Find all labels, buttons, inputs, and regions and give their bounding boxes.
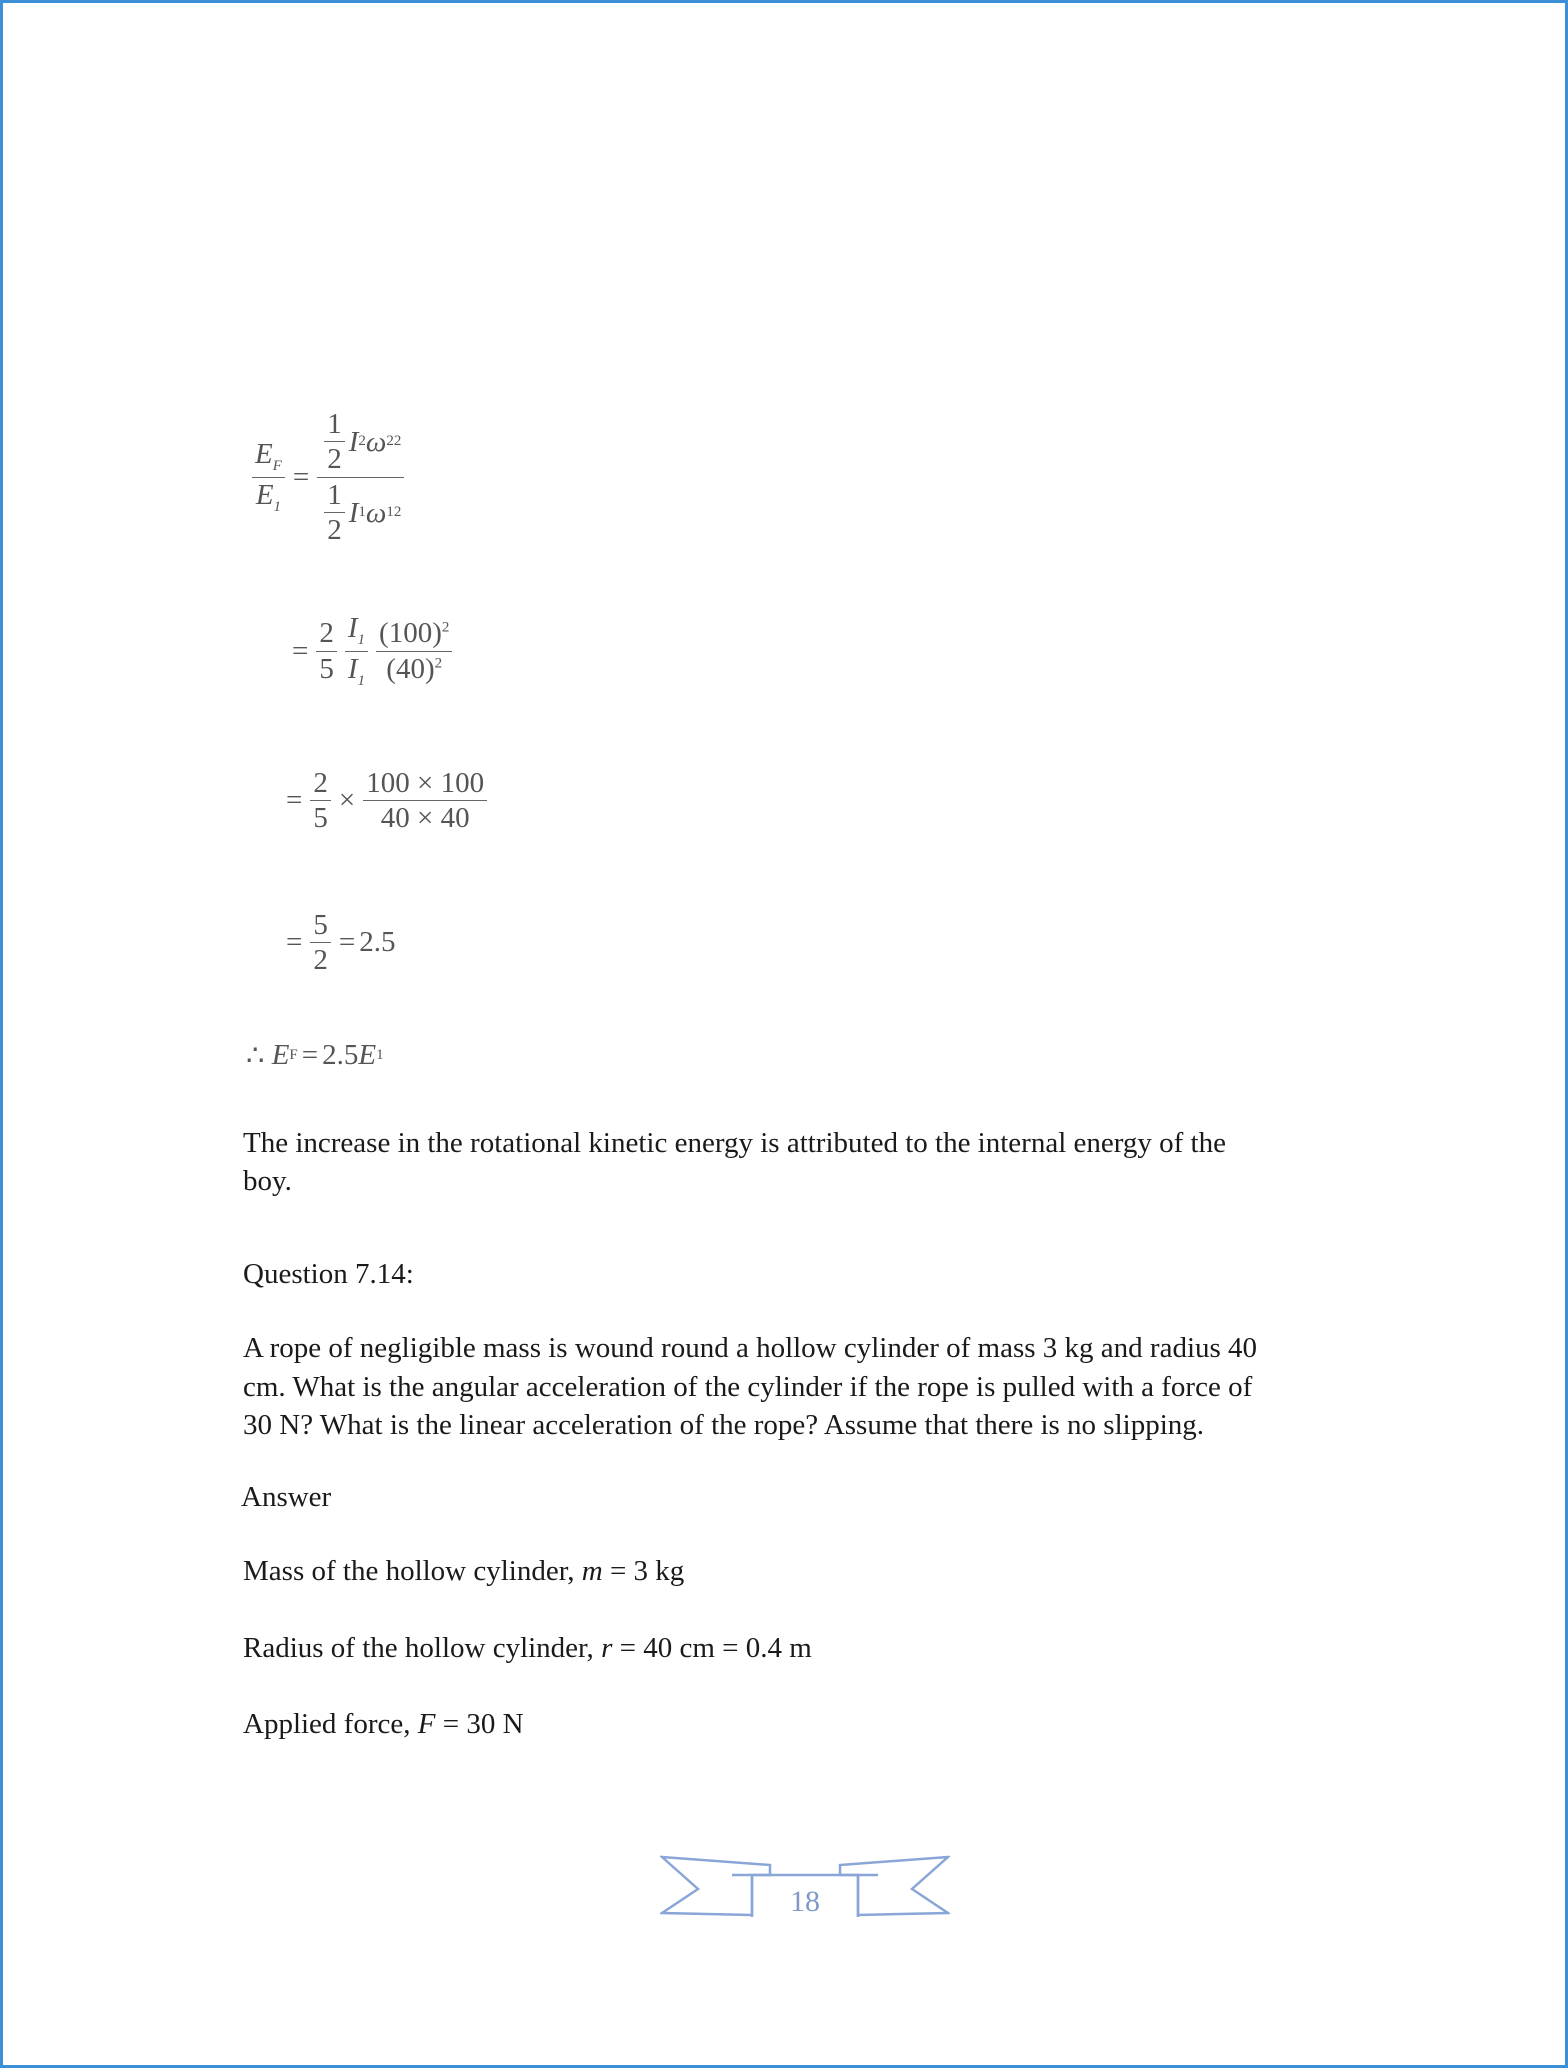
equation-step-2: = $\frac{2}{5}$ $\frac{I_1}{I_1}$ $\frac{(100)^2}{(40)^2}$: [288, 613, 456, 689]
question-title: Question 7.14:: [243, 1258, 414, 1290]
mass-line: Mass of the hollow cylinder, m = 3 kg: [243, 1555, 685, 1587]
question-line-2: cm. What is the angular acceleration of the cylinder if the rope is pulled with a force of: [243, 1371, 1253, 1403]
page-number-banner: [660, 1853, 950, 1921]
conclusion-line-2: boy.: [243, 1165, 292, 1197]
page-number: 18: [790, 1885, 820, 1918]
equation-conclusion: ∴ E F = 2.5 E 1: [246, 1039, 384, 1072]
question-line-1: A rope of negligible mass is wound round a hollow cylinder of mass 3 kg and radius 40: [243, 1332, 1258, 1364]
force-line: Applied force, F = 30 N: [243, 1708, 524, 1740]
radius-line: Radius of the hollow cylinder, r = 40 cm = 0.4 m: [243, 1632, 812, 1664]
conclusion-line-1: The increase in the rotational kinetic energy is attributed to the internal energy of the: [243, 1127, 1226, 1159]
answer-label: Answer: [241, 1481, 332, 1513]
equation-energy-ratio: $\frac{E_F}{E_1}$ = $\frac{1}{2}$ I 2 ω 2 2 $\frac{1}{2}$ I 1 ω 1 2: [248, 409, 408, 546]
equation-step-3: = $\frac{2}{5}$ × $\frac{100 \times 100}{40 \times 40}$: [282, 768, 491, 834]
equation-step-4: = $\frac{5}{2}$ = 2.5: [286, 909, 396, 977]
question-line-3: 30 N? What is the linear acceleration of the rope? Assume that there is no slipping.: [243, 1409, 1205, 1441]
